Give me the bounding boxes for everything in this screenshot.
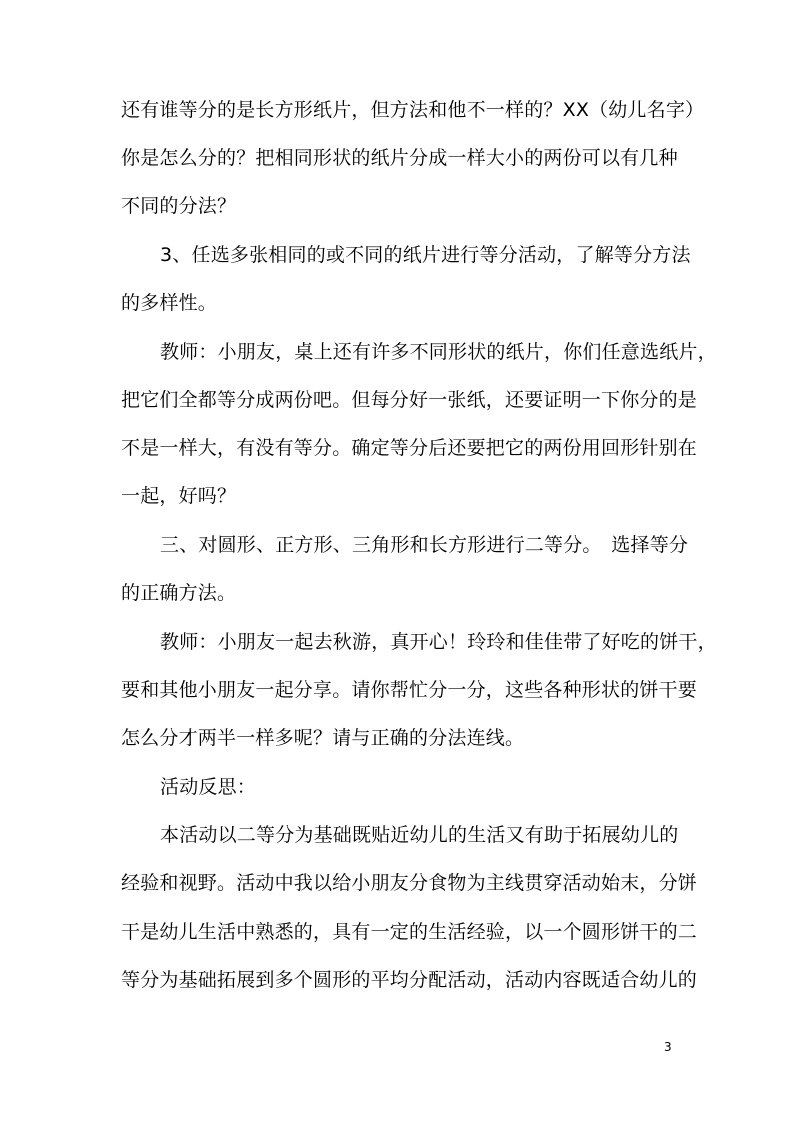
text-line-1: 还有谁等分的是长方形纸片，但方法和他不一样的？XX（幼儿名字） (121, 99, 705, 121)
text-line-11: 的正确方法。 (121, 582, 237, 604)
text-line-4: 3、任选多张相同的或不同的纸片进行等分活动，了解等分方法 (160, 244, 691, 266)
page-number: 3 (664, 1040, 672, 1054)
text-line-12: 教师：小朋友一起去秋游，真开心！玲玲和佳佳带了好吃的饼干， (160, 631, 717, 653)
text-line-2: 你是怎么分的？把相同形状的纸片分成一样大小的两份可以有几种 (121, 147, 678, 169)
text-line-15: 活动反思： (160, 776, 257, 798)
text-line-6: 教师：小朋友，桌上还有许多不同形状的纸片，你们任意选纸片， (160, 341, 717, 363)
text-line-17: 经验和视野。活动中我以给小朋友分食物为主线贯穿活动始末，分饼 (121, 872, 698, 894)
text-line-9: 一起，好吗？ (121, 485, 237, 507)
text-line-8: 不是一样大，有没有等分。确定等分后还要把它的两份用回形针别在 (121, 437, 698, 459)
text-line-16: 本活动以二等分为基础既贴近幼儿的生活又有助于拓展幼儿的 (160, 824, 679, 846)
text-line-19: 等分为基础拓展到多个圆形的平均分配活动，活动内容既适合幼儿的 (121, 969, 698, 991)
text-line-10: 三、对圆形、正方形、三角形和长方形进行二等分。 选择等分 (160, 534, 689, 556)
text-line-14: 怎么分才两半一样多呢？请与正确的分法连线。 (121, 727, 525, 749)
text-line-5: 的多样性。 (121, 292, 218, 314)
text-line-13: 要和其他小朋友一起分享。请你帮忙分一分，这些各种形状的饼干要 (121, 679, 698, 701)
text-line-3: 不同的分法？ (121, 195, 237, 217)
text-line-7: 把它们全都等分成两份吧。但每分好一张纸，还要证明一下你分的是 (121, 389, 698, 411)
text-line-18: 干是幼儿生活中熟悉的，具有一定的生活经验，以一个圆形饼干的二 (121, 921, 698, 943)
